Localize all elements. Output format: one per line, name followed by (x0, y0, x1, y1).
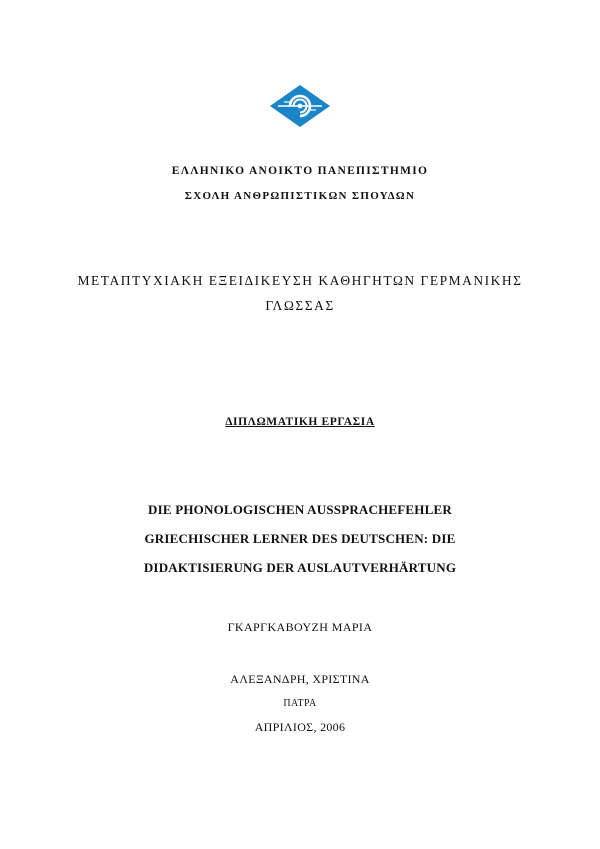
university-logo-icon (269, 84, 331, 128)
program-name-line-1: ΜΕΤΑΠΤΥΧΙΑΚΗ ΕΞΕΙΔΙΚΕΥΣΗ ΚΑΘΗΓΗΤΩΝ ΓΕΡΜΑΝΙΚΗΣ (77, 273, 523, 288)
city-name: ΠΑΤΡΑ (283, 698, 317, 709)
university-name: ΕΛΛΗΝΙΚΟ ΑΝΟΙΚΤΟ ΠΑΝΕΠΙΣΤΗΜΙΟ (171, 165, 429, 177)
author-name: ΓΚΑΡΓΚΑΒΟΥΖΗ ΜΑΡΙΑ (227, 620, 373, 634)
thesis-title-line-2: GRIECHISCHER LERNER DES DEUTSCHEN: DIE (144, 531, 456, 546)
thesis-title-line-3: DIDAKTISIERUNG DER AUSLAUTVERHÄRTUNG (143, 560, 457, 575)
thesis-title-line-1: DIE PHONOLOGISCHEN AUSSPRACHEFEHLER (148, 502, 452, 517)
document-type-heading (0, 416, 600, 428)
program-name-line-2: ΓΛΩΣΣΑΣ (265, 298, 335, 313)
school-name: ΣΧΟΛΗ ΑΝΘΡΩΠΙΣΤΙΚΩΝ ΣΠΟΥΔΩΝ (184, 190, 416, 202)
supervisor-name: ΑΛΕΞΑΝΔΡΗ, ΧΡΙΣΤΙΝΑ (230, 672, 370, 686)
submission-date: ΑΠΡΙΛΙΟΣ, 2006 (254, 720, 346, 734)
document-type-label: ΔΙΠΛΩΜΑΤΙΚΗ ΕΡΓΑΣΙΑ (225, 416, 375, 428)
